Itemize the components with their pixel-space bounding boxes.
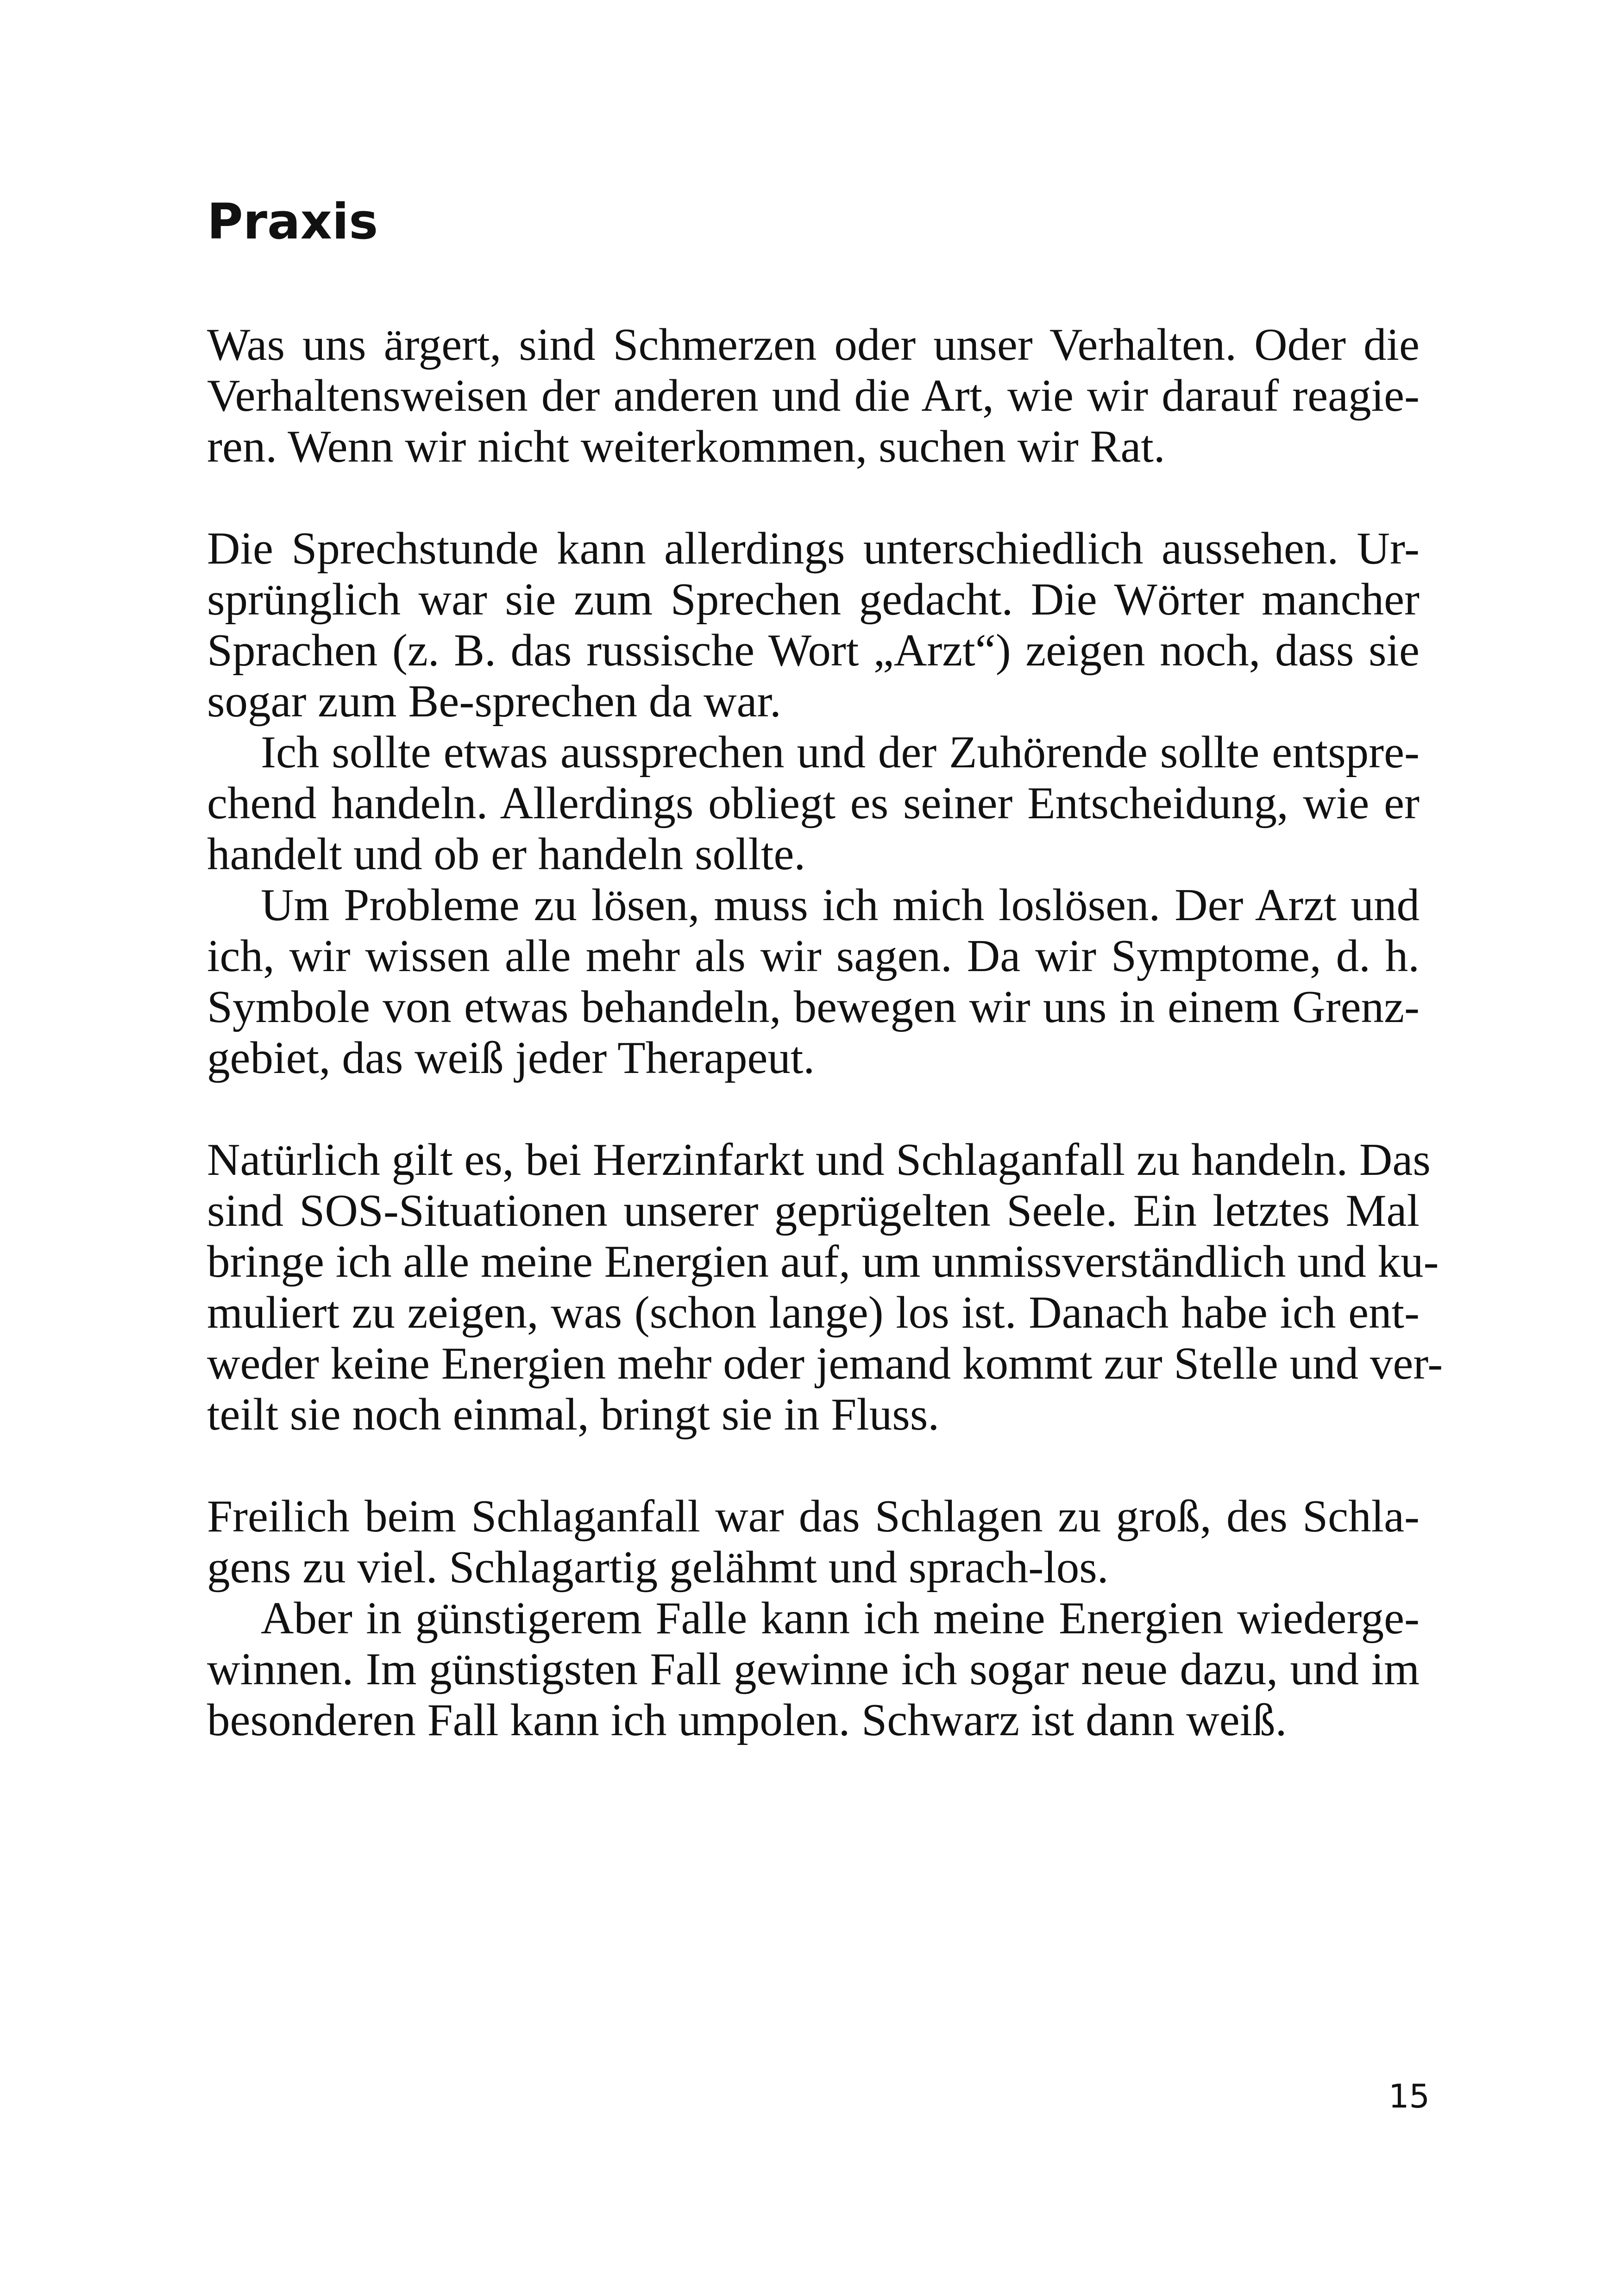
text-line: Was uns ärgert, sind Schmerzen oder unser Verhalten. Oder die bbox=[207, 320, 1420, 370]
text-line: winnen. Im günstigsten Fall gewinne ich sogar neue dazu, und im bbox=[207, 1644, 1420, 1694]
text-line: besonderen Fall kann ich umpolen. Schwarz ist dann weiß. bbox=[207, 1695, 1287, 1745]
text-line: handelt und ob er handeln sollte. bbox=[207, 829, 806, 879]
text-line: Die Sprechstunde kann allerdings unterschiedlich aussehen. Ur- bbox=[207, 523, 1420, 574]
text-line: sprünglich war sie zum Sprechen gedacht. Die Wörter mancher bbox=[207, 574, 1420, 625]
text-line: sogar zum Be-sprechen da war. bbox=[207, 676, 781, 727]
text-line: Ich sollte etwas aussprechen und der Zuhörende sollte entspre- bbox=[261, 727, 1420, 778]
text-line: Freilich beim Schlaganfall war das Schlagen zu groß, des Schla- bbox=[207, 1491, 1420, 1542]
section-heading: Praxis bbox=[207, 193, 378, 250]
text-line: sind SOS-Situationen unserer geprügelten Seele. Ein letztes Mal bbox=[207, 1186, 1420, 1236]
paragraph bbox=[207, 727, 1420, 880]
text-line: weder keine Energien mehr oder jemand kommt zur Stelle und ver- bbox=[207, 1338, 1443, 1389]
text-line: Symbole von etwas behandeln, bewegen wir uns in einem Grenz- bbox=[207, 982, 1420, 1032]
paragraph-gap bbox=[207, 1440, 1420, 1491]
text-line: Verhaltensweisen der anderen und die Art, wie wir darauf reagie- bbox=[207, 370, 1420, 421]
paragraph bbox=[207, 320, 1420, 472]
text-line: muliert zu zeigen, was (schon lange) los ist. Danach habe ich ent- bbox=[207, 1287, 1420, 1338]
paragraph bbox=[207, 880, 1420, 1084]
page-number: 15 bbox=[1389, 2077, 1430, 2115]
body-text bbox=[207, 320, 1443, 1746]
text-line: chend handeln. Allerdings obliegt es seiner Entscheidung, wie er bbox=[207, 778, 1420, 828]
text-line: ren. Wenn wir nicht weiterkommen, suchen wir Rat. bbox=[207, 421, 1165, 472]
text-line: Um Probleme zu lösen, muss ich mich loslösen. Der Arzt und bbox=[261, 880, 1420, 930]
text-line: Aber in günstigerem Falle kann ich meine Energien wiederge- bbox=[261, 1593, 1420, 1644]
text-line: gens zu viel. Schlagartig gelähmt und sprach-los. bbox=[207, 1542, 1109, 1593]
paragraph bbox=[207, 1491, 1420, 1593]
text-line: bringe ich alle meine Energien auf, um unmissverständlich und ku- bbox=[207, 1236, 1439, 1287]
text-line: Natürlich gilt es, bei Herzinfarkt und Schlaganfall zu handeln. Das bbox=[207, 1135, 1431, 1185]
paragraph bbox=[207, 1135, 1443, 1440]
paragraph bbox=[207, 523, 1420, 727]
text-line: Sprachen (z. B. das russische Wort „Arzt“) zeigen noch, dass sie bbox=[207, 625, 1420, 676]
paragraph-gap bbox=[207, 1084, 1420, 1135]
text-line: ich, wir wissen alle mehr als wir sagen. Da wir Symptome, d. h. bbox=[207, 931, 1420, 981]
paragraph bbox=[207, 1593, 1420, 1746]
text-line: teilt sie noch einmal, bringt sie in Fluss. bbox=[207, 1389, 940, 1440]
paragraph-gap bbox=[207, 472, 1420, 523]
text-line: gebiet, das weiß jeder Therapeut. bbox=[207, 1033, 815, 1083]
